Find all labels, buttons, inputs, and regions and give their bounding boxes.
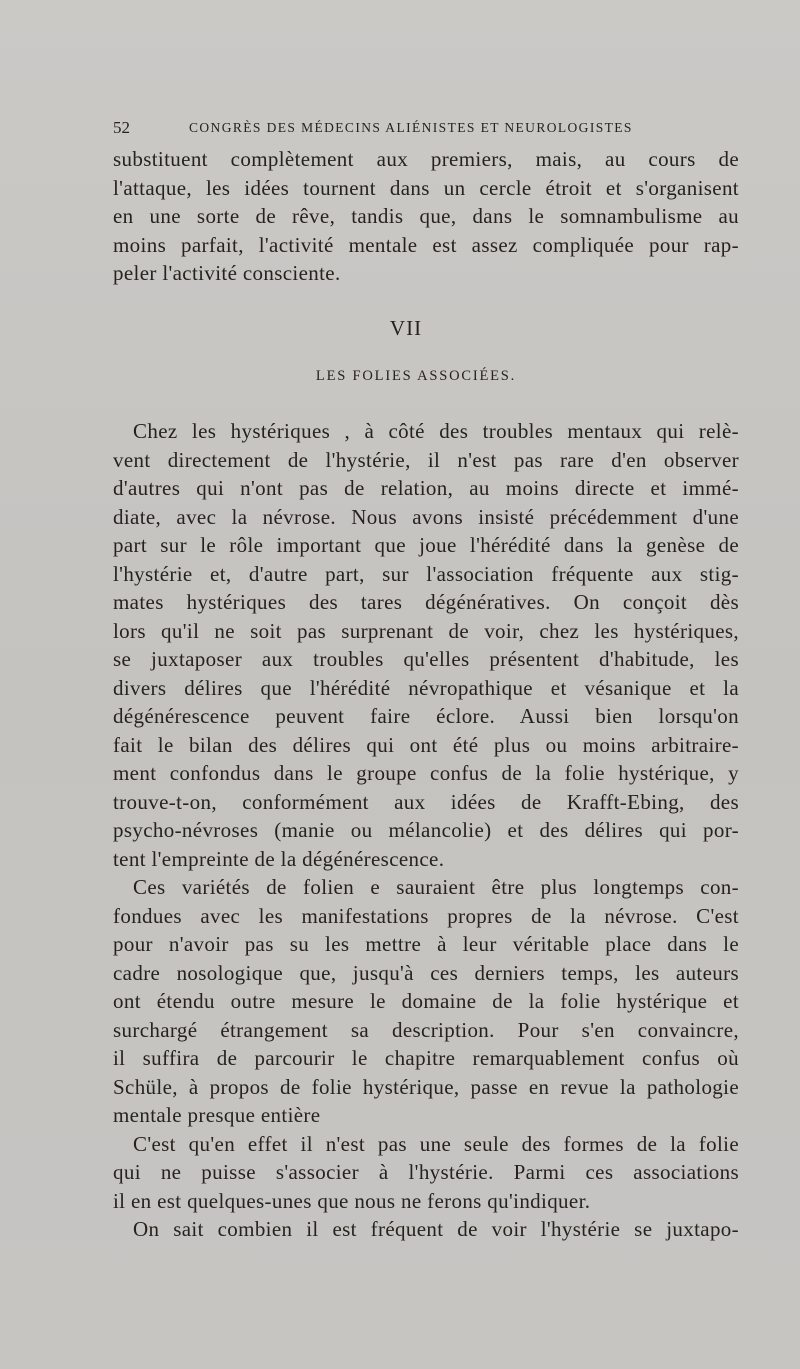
running-head: CONGRÈS DES MÉDECINS ALIÉNISTES ET NEUROLOGISTES — [189, 120, 633, 135]
text-line: substituent complètement aux premiers, mais, au cours de — [113, 147, 739, 171]
text-line: ment confondus dans le groupe confus de la folie hystérique, y — [113, 761, 739, 785]
page-header — [113, 118, 733, 142]
text-line: lors qu'il ne soit pas surprenant de voir, chez les hystériques, — [113, 618, 739, 643]
text-line: mentale presque entière — [113, 1103, 321, 1127]
text-line: Schüle, à propos de folie hystérique, passe en revue la pathologie — [113, 1074, 739, 1099]
body-text — [113, 417, 739, 1244]
text-line: cadre nosologique que, jusqu'à ces derniers temps, les auteurs — [113, 960, 739, 985]
text-line: divers délires que l'hérédité névropathique et vésanique et la — [113, 675, 739, 700]
text-line: il en est quelques-unes que nous ne ferons qu'indiquer. — [113, 1188, 591, 1213]
text-line: l'hystérie et, d'autre part, sur l'association fréquente aux stig- — [113, 561, 739, 586]
text-line: trouve-t-on, conformément aux idées de Krafft-Ebing, des — [113, 789, 739, 814]
text-line: tent l'empreinte de la dégénérescence. — [113, 846, 445, 871]
section-title: LES FOLIES ASSOCIÉES. — [315, 368, 517, 384]
text-line: surchargé étrangement sa description. Pour s'en convaincre, — [113, 1017, 739, 1042]
text-line: C'est qu'en effet il n'est pas une seule des formes de la folie — [133, 1131, 739, 1156]
text-line: fait le bilan des délires qui ont été plus ou moins arbitraire- — [113, 732, 739, 757]
text-line: fondues avec les manifestations propres de la névrose. C'est — [113, 903, 739, 928]
text-line: Chez les hystériques , à côté des troubles mentaux qui relè- — [133, 419, 739, 443]
text-line: moins parfait, l'activité mentale est assez compliquée pour rap- — [113, 232, 739, 257]
text-line: en une sorte de rêve, tandis que, dans le somnambulisme au — [113, 204, 739, 228]
text-line: vent directement de l'hystérie, il n'est pas rare d'en observer — [113, 447, 739, 472]
text-line: d'autres qui n'ont pas de relation, au moins directe et immé- — [113, 476, 739, 500]
text-line: diate, avec la névrose. Nous avons insisté précédemment d'une — [113, 504, 739, 529]
text-line: On sait combien il est fréquent de voir l'hystérie se juxtapo- — [133, 1217, 739, 1241]
text-line: Ces variétés de folien e sauraient être plus longtemps con- — [133, 875, 739, 899]
text-line: dégénérescence peuvent faire éclore. Aussi bien lorsqu'on — [113, 704, 739, 728]
text-line: peler l'activité consciente. — [113, 261, 341, 285]
section-number: VII — [389, 316, 423, 340]
text-line: psycho-névroses (manie ou mélancolie) et des délires qui por- — [113, 818, 739, 842]
text-line: l'attaque, les idées tournent dans un cercle étroit et s'organisent — [113, 175, 739, 200]
text-line: il suffira de parcourir le chapitre remarquablement confus où — [113, 1046, 739, 1070]
text-line: part sur le rôle important que joue l'hérédité dans la genèse de — [113, 533, 739, 557]
text-line: ont étendu outre mesure le domaine de la folie hystérique et — [113, 989, 739, 1013]
text-line: pour n'avoir pas su les mettre à leur véritable place dans le — [113, 932, 739, 956]
text-line: mates hystériques des tares dégénératives. On conçoit dès — [113, 590, 739, 614]
text-line: qui ne puisse s'associer à l'hystérie. Parmi ces associations — [113, 1160, 739, 1184]
text-line: se juxtaposer aux troubles qu'elles présentent d'habitude, les — [113, 647, 739, 671]
page-number: 52 — [113, 118, 130, 137]
intro-paragraph — [113, 145, 739, 288]
